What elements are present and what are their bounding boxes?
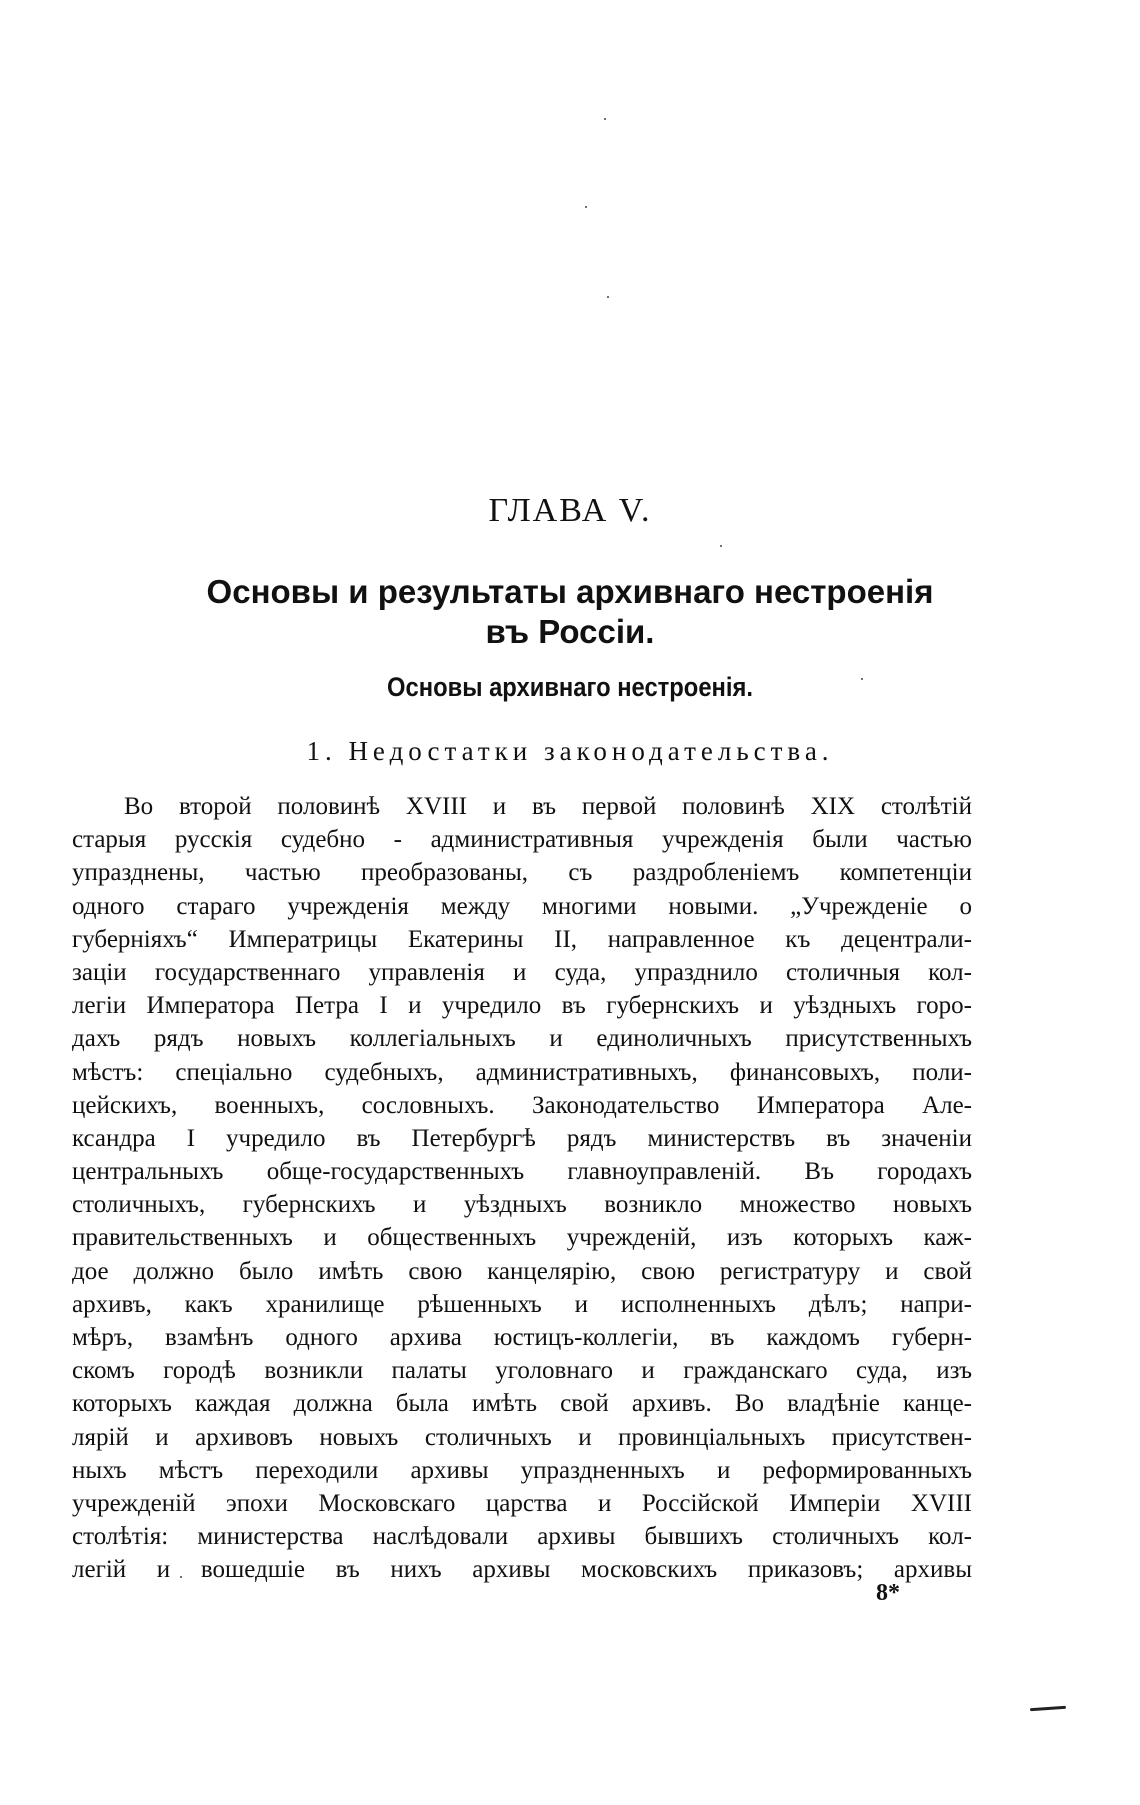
- section-title: Основы архивнаго нестроенія.: [387, 672, 753, 702]
- body-line: губерніяхъ“ Императрицы Екатерины II, направленное къ децентрали-: [72, 925, 972, 953]
- speck: [607, 296, 609, 298]
- body-line: ныхъ мѣстъ переходили архивы упраздненныхъ и реформированныхъ: [72, 1456, 972, 1484]
- chapter-title: [0, 572, 1140, 652]
- body-line: мѣстъ: спеціально судебныхъ, административныхъ, финансовыхъ, поли-: [72, 1058, 972, 1086]
- body-line: лярій и архивовъ новыхъ столичныхъ и провинціальныхъ присутствен-: [72, 1423, 972, 1451]
- body-line: старыя русскія судебно - административныя учрежденія были частью: [72, 826, 972, 854]
- chapter-label: ГЛАВА V.: [488, 492, 652, 529]
- body-line: дахъ рядъ новыхъ коллегіальныхъ и единоличныхъ присутственныхъ: [72, 1025, 972, 1053]
- speck: [585, 206, 587, 208]
- page-number: 8*: [876, 1580, 900, 1606]
- speck: [720, 545, 722, 547]
- body-line: правительственныхъ и общественныхъ учрежденій, изъ которыхъ каж-: [72, 1224, 972, 1252]
- body-line: упразднены, частью преобразованы, съ раздробленіемъ компетенціи: [72, 859, 972, 887]
- body-line: ксандра I учредило въ Петербургѣ рядъ министерствъ въ значеніи: [72, 1124, 972, 1152]
- body-line: легіи Императора Петра I и учредило въ губернскихъ и уѣздныхъ горо-: [72, 992, 972, 1020]
- body-line: мѣръ, взамѣнъ одного архива юстицъ-коллегіи, въ каждомъ губерн-: [72, 1324, 972, 1351]
- body-paragraph: [72, 790, 972, 1587]
- body-line: которыхъ каждая должна была имѣть свой архивъ. Во владѣніе канце-: [72, 1390, 972, 1418]
- subsection-title: 1. Недостатки законодательства.: [306, 736, 834, 766]
- body-line: заціи государственнаго управленія и суда, упразднило столичныя кол-: [72, 958, 972, 986]
- chapter-title-line-2: въ Россіи.: [485, 613, 655, 650]
- body-line: столѣтія: министерства наслѣдовали архивы бывшихъ столичныхъ кол-: [72, 1523, 972, 1551]
- body-line: Во второй половинѣ XVIII и въ первой половинѣ XIX столѣтій: [124, 793, 972, 820]
- body-line: центральныхъ обще-государственныхъ главноуправленій. Въ городахъ: [72, 1158, 972, 1186]
- body-line: учрежденій эпохи Московскаго царства и Россійской Имперіи XVIII: [72, 1489, 972, 1517]
- body-line: дое должно было имѣть свою канцелярію, свою регистратуру и свой: [72, 1257, 972, 1285]
- speck: [604, 118, 606, 120]
- body-line: одного стараго учрежденія между многими новыми. „Учрежденіе о: [72, 892, 972, 920]
- body-line: легій и вошедшіе въ нихъ архивы московскихъ приказовъ; архивы: [72, 1556, 972, 1584]
- body-line: архивъ, какъ хранилище рѣшенныхъ и исполненныхъ дѣлъ; напри-: [72, 1290, 972, 1318]
- ink-smudge: [1030, 1706, 1066, 1712]
- chapter-title-line-1: Основы и результаты архивнаго нестроенія: [206, 573, 934, 610]
- body-line: цейскихъ, военныхъ, сословныхъ. Законодательство Императора Але-: [72, 1091, 972, 1119]
- body-line: столичныхъ, губернскихъ и уѣздныхъ возникло множество новыхъ: [72, 1191, 972, 1219]
- body-line: скомъ городѣ возникли палаты уголовнаго и гражданскаго суда, изъ: [72, 1357, 972, 1385]
